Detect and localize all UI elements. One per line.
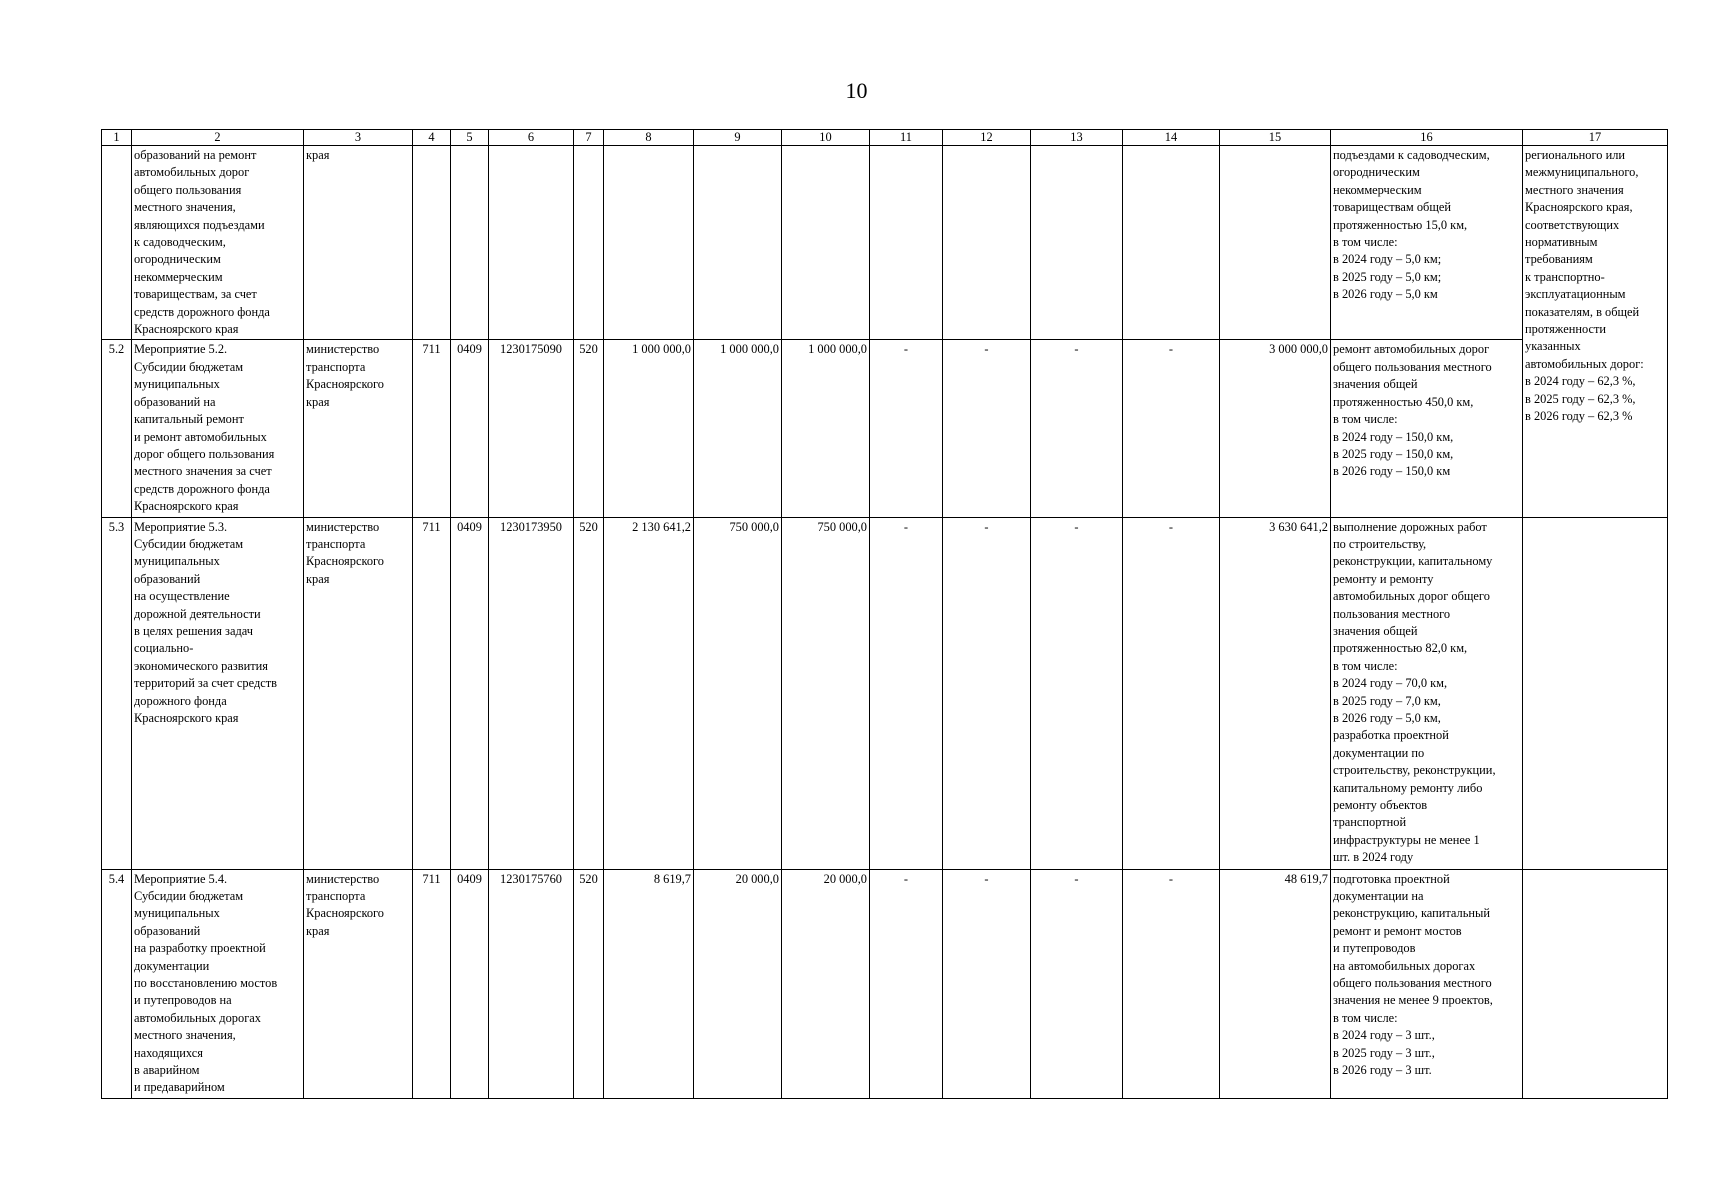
total-amount-cell: 3 630 641,2: [1220, 517, 1331, 869]
measure-name-cell-line: некоммерческим: [134, 269, 223, 284]
responsible-cell-line: Красноярского: [306, 554, 384, 569]
expected-result-cell-line: ремонт автомобильных дорог: [1333, 342, 1490, 357]
expected-result-cell-line: общего пользования местного: [1333, 359, 1492, 374]
expected-result-cell-line: значения общей: [1333, 377, 1418, 392]
expected-result-cell-line: в 2024 году – 70,0 км,: [1333, 676, 1448, 691]
measure-name-cell-line: Субсидии бюджетам: [134, 536, 244, 551]
header-cell: 10: [782, 130, 870, 146]
responsible-cell-line: министерство: [306, 342, 380, 357]
col-14-cell: -: [1123, 517, 1220, 869]
col-14-cell: -: [1123, 869, 1220, 1098]
section-code-cell: 0409: [451, 340, 489, 517]
grbs-code-cell: [413, 146, 451, 340]
expected-result-cell-line: подготовка проектной: [1333, 871, 1450, 886]
expected-result-cell-line: значения не менее 9 проектов,: [1333, 993, 1493, 1008]
expected-result-cell: [1331, 340, 1523, 517]
header-cell: 12: [943, 130, 1031, 146]
measure-name-cell-line: к садоводческим,: [134, 235, 226, 250]
expected-result-cell-line: капитальному ремонту либо: [1333, 780, 1483, 795]
measure-name-cell-line: Красноярского края: [134, 322, 239, 337]
header-cell: 17: [1523, 130, 1668, 146]
expected-result-cell-line: протяженностью 82,0 км,: [1333, 641, 1468, 656]
header-cell: 3: [304, 130, 413, 146]
table-row: [102, 340, 1668, 517]
header-cell: 8: [604, 130, 694, 146]
responsible-cell-line: края: [306, 923, 330, 938]
expected-result-cell-line: ремонту объектов: [1333, 798, 1428, 813]
table-row: [102, 869, 1668, 1098]
header-cell: 4: [413, 130, 451, 146]
measure-name-cell-line: и путепроводов на: [134, 993, 232, 1008]
indicator-cell-line: Красноярского края,: [1525, 200, 1633, 215]
header-cell: 5: [451, 130, 489, 146]
amount-2025-cell: 750 000,0: [694, 517, 782, 869]
header-cell: 7: [574, 130, 604, 146]
row-number-cell: [102, 146, 132, 340]
expected-result-cell-line: в том числе:: [1333, 412, 1398, 427]
expected-result-cell-line: разработка проектной: [1333, 728, 1449, 743]
expected-result-cell-line: в 2024 году – 150,0 км,: [1333, 429, 1454, 444]
indicator-cell-empty: [1523, 869, 1668, 1098]
responsible-cell-line: края: [306, 148, 330, 162]
measure-name-cell-line: дорожного фонда: [134, 693, 227, 708]
indicator-cell-line: к транспортно-: [1525, 269, 1605, 284]
col-11-cell: -: [870, 517, 943, 869]
expected-result-cell-line: в 2025 году – 7,0 км,: [1333, 693, 1441, 708]
measure-name-cell-line: местного значения,: [134, 1028, 236, 1043]
grbs-code-cell: 711: [413, 517, 451, 869]
grbs-code-cell: 711: [413, 340, 451, 517]
measure-name-cell: [132, 340, 304, 517]
header-cell: 9: [694, 130, 782, 146]
measure-name-cell: [132, 517, 304, 869]
expected-result-cell-line: в 2024 году – 5,0 км;: [1333, 252, 1442, 267]
measure-name-cell-line: автомобильных дорогах: [134, 1010, 261, 1025]
measure-name-cell-line: и ремонт автомобильных: [134, 429, 267, 444]
measure-name-cell-line: Мероприятие 5.2.: [134, 342, 228, 357]
amount-2026-cell: [782, 146, 870, 340]
expense-type-cell: 520: [574, 869, 604, 1098]
measure-name-cell-line: социально-: [134, 641, 194, 656]
col-12-cell: -: [943, 517, 1031, 869]
measure-name-cell-line: средств дорожного фонда: [134, 481, 270, 496]
measure-name-cell-line: огородническим: [134, 252, 221, 267]
expected-result-cell-line: пользования местного: [1333, 606, 1451, 621]
expected-result-cell-line: некоммерческим: [1333, 182, 1422, 197]
expected-result-cell-line: в 2026 году – 5,0 км,: [1333, 711, 1441, 725]
measure-name-cell-line: территорий за счет средств: [134, 676, 278, 691]
col-13-cell: -: [1031, 869, 1123, 1098]
expense-type-cell: 520: [574, 340, 604, 517]
measure-name-cell-line: автомобильных дорог: [134, 165, 250, 180]
measure-name-cell-line: Мероприятие 5.4.: [134, 871, 228, 886]
indicator-cell-line: требованиям: [1525, 252, 1593, 267]
measure-name-cell-line: являющихся подъездами: [134, 217, 265, 232]
measure-name-cell-line: по восстановлению мостов: [134, 975, 278, 990]
header-cell: 6: [489, 130, 574, 146]
expected-result-cell-line: ремонту и ремонту: [1333, 571, 1434, 586]
amount-2026-cell: 1 000 000,0: [782, 340, 870, 517]
header-cell: 14: [1123, 130, 1220, 146]
indicator-cell-line: показателям, в общей: [1525, 304, 1640, 319]
row-number-cell: 5.4: [102, 869, 132, 1098]
measure-name-cell-line: капитальный ремонт: [134, 412, 244, 427]
measure-name-cell-line: документации: [134, 958, 210, 973]
col-13-cell: -: [1031, 340, 1123, 517]
section-code-cell: 0409: [451, 869, 489, 1098]
expected-result-cell-line: огородническим: [1333, 165, 1420, 180]
amount-2025-cell: 1 000 000,0: [694, 340, 782, 517]
target-article-cell: 1230175760: [489, 869, 574, 1098]
expected-result-cell-line: выполнение дорожных работ: [1333, 519, 1487, 534]
table-row: [102, 517, 1668, 869]
row-number-cell: 5.2: [102, 340, 132, 517]
expected-result-cell-line: товариществам общей: [1333, 200, 1452, 215]
amount-2024-cell: [604, 146, 694, 340]
measure-name-cell-line: Красноярского края: [134, 711, 239, 725]
expected-result-cell-line: протяженностью 15,0 км,: [1333, 217, 1468, 232]
header-row: [102, 130, 1668, 146]
target-article-cell: [489, 146, 574, 340]
measure-name-cell-line: дорог общего пользования: [134, 446, 275, 461]
page-number: 10: [845, 78, 868, 103]
measure-name-cell-line: образований: [134, 923, 201, 938]
expected-result-cell-line: и путепроводов: [1333, 941, 1416, 956]
responsible-cell: [304, 869, 413, 1098]
expected-result-cell-line: в том числе:: [1333, 1010, 1398, 1025]
measure-name-cell-line: местного значения за счет: [134, 464, 272, 479]
header-cell: 1: [102, 130, 132, 146]
indicator-cell-line: нормативным: [1525, 235, 1598, 250]
expected-result-cell-line: инфраструктуры не менее 1: [1333, 832, 1480, 847]
measure-name-cell-line: Мероприятие 5.3.: [134, 519, 228, 534]
expected-result-cell-line: подъездами к садоводческим,: [1333, 148, 1490, 162]
amount-2024-cell: 8 619,7: [604, 869, 694, 1098]
indicator-cell-line: местного значения: [1525, 182, 1624, 197]
section-code-cell: [451, 146, 489, 340]
col-11-cell: [870, 146, 943, 340]
col-13-cell: -: [1031, 517, 1123, 869]
measure-name-cell-line: товариществам, за счет: [134, 287, 257, 302]
table-row: [102, 146, 1668, 340]
col-12-cell: [943, 146, 1031, 340]
expense-type-cell: [574, 146, 604, 340]
row-number-cell: 5.3: [102, 517, 132, 869]
expected-result-cell-line: транспортной: [1333, 815, 1407, 830]
amount-2026-cell: 750 000,0: [782, 517, 870, 869]
indicator-cell: [1523, 146, 1668, 518]
amount-2026-cell: 20 000,0: [782, 869, 870, 1098]
responsible-cell-line: транспорта: [306, 536, 366, 551]
measure-name-cell-line: Субсидии бюджетам: [134, 888, 244, 903]
indicator-cell-line: в 2024 году – 62,3 %,: [1525, 374, 1636, 389]
responsible-cell-line: Красноярского: [306, 377, 384, 392]
amount-2024-cell: 1 000 000,0: [604, 340, 694, 517]
measure-name-cell-line: дорожной деятельности: [134, 606, 261, 621]
responsible-cell-line: транспорта: [306, 359, 366, 374]
header-cell: 15: [1220, 130, 1331, 146]
expected-result-cell-line: автомобильных дорог общего: [1333, 589, 1490, 604]
expected-result-cell-line: в 2026 году – 150,0 км: [1333, 464, 1451, 479]
indicator-cell-line: соответствующих: [1525, 217, 1620, 232]
responsible-cell-line: транспорта: [306, 888, 366, 903]
indicator-cell-line: автомобильных дорог:: [1525, 356, 1644, 371]
expected-result-cell-line: в 2024 году – 3 шт.,: [1333, 1028, 1435, 1043]
responsible-cell: [304, 340, 413, 517]
header-cell: 13: [1031, 130, 1123, 146]
measure-name-cell-line: местного значения,: [134, 200, 236, 215]
expected-result-cell-line: в 2026 году – 3 шт.: [1333, 1063, 1432, 1077]
expected-result-cell-line: строительству, реконструкции,: [1333, 763, 1496, 778]
measure-name-cell-line: образований: [134, 571, 201, 586]
responsible-cell-line: края: [306, 571, 330, 586]
amount-2025-cell: 20 000,0: [694, 869, 782, 1098]
indicator-cell-empty: [1523, 517, 1668, 869]
expected-result-cell-line: значения общей: [1333, 623, 1418, 638]
measure-name-cell-line: Субсидии бюджетам: [134, 359, 244, 374]
indicator-cell-line: протяженности: [1525, 322, 1607, 337]
amount-2024-cell: 2 130 641,2: [604, 517, 694, 869]
expected-result-cell-line: шт. в 2024 году: [1333, 850, 1414, 865]
col-12-cell: -: [943, 869, 1031, 1098]
measure-name-cell-line: экономического развития: [134, 658, 268, 673]
col-14-cell: -: [1123, 340, 1220, 517]
measure-name-cell-line: общего пользования: [134, 182, 242, 197]
target-article-cell: 1230173950: [489, 517, 574, 869]
measure-name-cell: [132, 869, 304, 1098]
expected-result-cell-line: в том числе:: [1333, 658, 1398, 673]
header-cell: 11: [870, 130, 943, 146]
target-article-cell: 1230175090: [489, 340, 574, 517]
measure-name-cell-line: муниципальных: [134, 377, 220, 392]
measure-name-cell-line: в аварийном: [134, 1063, 200, 1077]
header-cell: 2: [132, 130, 304, 146]
expected-result-cell-line: реконструкции, капитальному: [1333, 554, 1493, 569]
expected-result-cell-line: протяженностью 450,0 км,: [1333, 394, 1474, 409]
measure-name-cell-line: в целях решения задач: [134, 623, 253, 638]
expected-result-cell-line: в 2026 году – 5,0 км: [1333, 287, 1438, 302]
grbs-code-cell: 711: [413, 869, 451, 1098]
program-table: [101, 129, 1668, 1099]
col-11-cell: -: [870, 340, 943, 517]
expected-result-cell-line: по строительству,: [1333, 536, 1427, 551]
expected-result-cell-line: в 2025 году – 5,0 км;: [1333, 269, 1442, 284]
expected-result-cell-line: документации по: [1333, 745, 1425, 760]
expected-result-cell-line: в 2025 году – 150,0 км,: [1333, 446, 1454, 461]
measure-name-cell-line: находящихся: [134, 1045, 203, 1060]
responsible-cell-line: Красноярского: [306, 906, 384, 921]
indicator-cell-line: в 2025 году – 62,3 %,: [1525, 391, 1636, 406]
total-amount-cell: [1220, 146, 1331, 340]
col-12-cell: -: [943, 340, 1031, 517]
indicator-cell-line: регионального или: [1525, 148, 1626, 162]
measure-name-cell-line: на осуществление: [134, 589, 230, 604]
measure-name-cell-line: муниципальных: [134, 906, 220, 921]
measure-name-cell-line: муниципальных: [134, 554, 220, 569]
measure-name-cell-line: на разработку проектной: [134, 941, 266, 956]
amount-2025-cell: [694, 146, 782, 340]
expected-result-cell-line: документации на: [1333, 888, 1424, 903]
expected-result-cell-line: общего пользования местного: [1333, 975, 1492, 990]
expected-result-cell: [1331, 146, 1523, 340]
responsible-cell-line: министерство: [306, 871, 380, 886]
measure-name-cell-line: Красноярского края: [134, 499, 239, 514]
measure-name-cell-line: образований на: [134, 394, 216, 409]
total-amount-cell: 48 619,7: [1220, 869, 1331, 1098]
measure-name-cell-line: образований на ремонт: [134, 148, 257, 162]
expense-type-cell: 520: [574, 517, 604, 869]
expected-result-cell: [1331, 869, 1523, 1098]
responsible-cell-line: края: [306, 394, 330, 409]
indicator-cell-line: эксплуатационным: [1525, 287, 1626, 302]
section-code-cell: 0409: [451, 517, 489, 869]
expected-result-cell-line: в том числе:: [1333, 235, 1398, 250]
expected-result-cell-line: в 2025 году – 3 шт.,: [1333, 1045, 1435, 1060]
expected-result-cell: [1331, 517, 1523, 869]
expected-result-cell-line: реконструкцию, капитальный: [1333, 906, 1490, 921]
measure-name-cell-line: средств дорожного фонда: [134, 304, 270, 319]
indicator-cell-line: указанных: [1525, 339, 1581, 354]
measure-name-cell: [132, 146, 304, 340]
measure-name-cell-line: и предаварийном: [134, 1080, 225, 1095]
expected-result-cell-line: на автомобильных дорогах: [1333, 958, 1476, 973]
header-cell: 16: [1331, 130, 1523, 146]
total-amount-cell: 3 000 000,0: [1220, 340, 1331, 517]
responsible-cell: [304, 146, 413, 340]
col-11-cell: -: [870, 869, 943, 1098]
col-14-cell: [1123, 146, 1220, 340]
indicator-cell-line: межмуниципального,: [1525, 165, 1639, 180]
responsible-cell-line: министерство: [306, 519, 380, 534]
col-13-cell: [1031, 146, 1123, 340]
responsible-cell: [304, 517, 413, 869]
expected-result-cell-line: ремонт и ремонт мостов: [1333, 923, 1462, 938]
indicator-cell-line: в 2026 году – 62,3 %: [1525, 409, 1633, 424]
